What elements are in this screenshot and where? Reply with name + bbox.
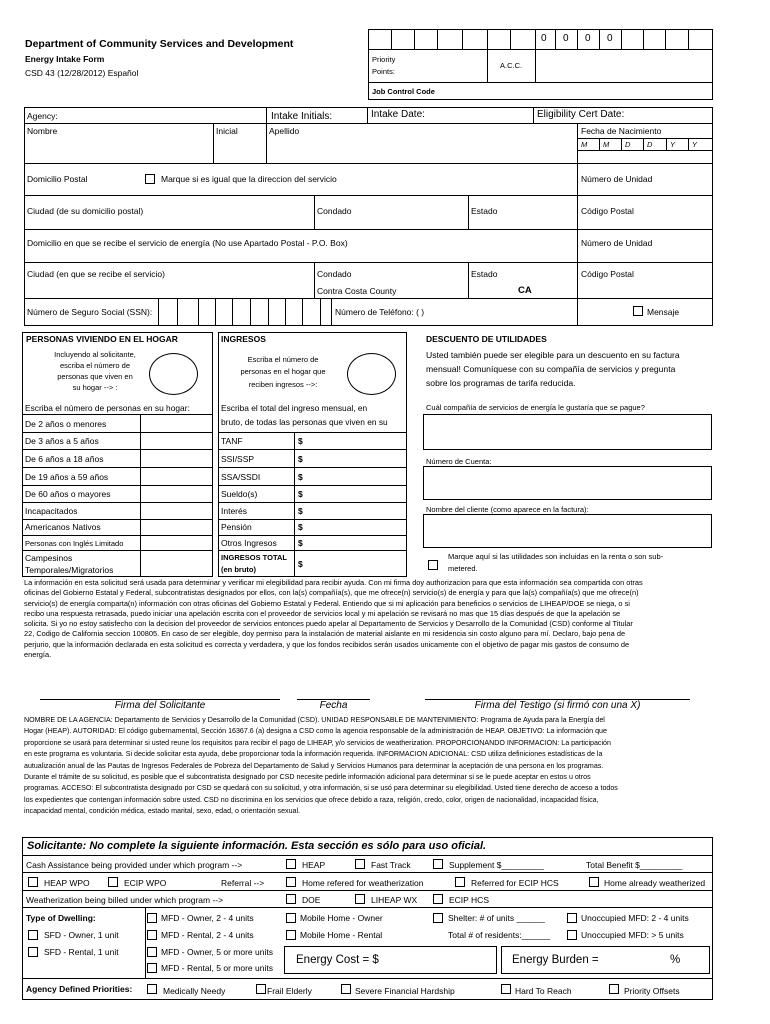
points-label: Points: [372,67,395,76]
notice-line: Hogar (HEAP). AUTORIDAD: El código gubernamental, Sección 16367.6 (a) designa a CSD como la agencia responsable de la administración de HEAP. OBJETIVO: La información que [24,727,607,736]
severe-hardship-checkbox[interactable] [341,984,351,994]
date-d2: D [647,140,653,149]
household-row-label: Personas con Inglés Limitado [25,539,124,548]
dollar-sign: $ [298,454,303,464]
consent-line: servicio(s) de energía comparta(n) información con otras oficinas del Gobierno Estatal y Federal. Entiendo que si mi aplicación para beneficios o servicios de LIHEAP/DOE se niega, o si [24,598,630,608]
income-row-label: SSI/SSP [221,454,255,464]
account-number-field[interactable] [423,466,712,500]
dollar-sign: $ [298,506,303,516]
service-address-label: Domicilio en que se recibe el servicio de energía (No use Apartado Postal - P.O. Box) [27,238,348,248]
household-title: PERSONAS VIVIENDO EN EL HOGAR [26,334,178,344]
customer-name-field[interactable] [423,514,712,548]
submetered-label-1: Marque aquí si las utilidades son incluidas en la renta o son sub- [448,552,664,561]
notice-line: autualización anual de las Pautas de Ingresos Federales de Pobreza del Departamento de Salud y Servicios Humanos para determinar la aceptación de una persona en los programas. [24,761,604,770]
priorities-label: Agency Defined Priorities: [26,984,133,994]
date-m2: M [603,140,610,149]
severe-hardship-label: Severe Financial Hardship [355,986,455,996]
household-inst-1: Incluyendo al solicitante, [54,350,136,359]
unoccupied-5-checkbox[interactable] [567,930,577,940]
dollar-sign: $ [298,489,303,499]
energy-burden-label: Energy Burden = [512,954,599,966]
form-code: CSD 43 (12/28/2012) Español [25,68,139,78]
same-address-label: Marque si es igual que la direccion del servicio [161,174,337,184]
fast-track-label: Fast Track [371,860,411,870]
dwelling-label: Type of Dwelling: [26,913,96,923]
sfd-rental-checkbox[interactable] [28,947,38,957]
heap-wpo-label: HEAP WPO [44,878,90,888]
income-row-label: Sueldo(s) [221,489,258,499]
customer-name-label: Nombre del cliente (como aparece en la factura): [426,505,589,514]
consent-line: perjurio, que la información declarada en esta solicitud es correcta y verdadera, y que los fondos recibidos serán usados unicamente con el objetivo de pagar mis gastos de consumo de [24,639,630,649]
household-row-label: De 60 años o mayores [25,489,111,499]
consent-line: La información en esta solicitud será usada para determinar y verificar mi elegibilidad para recibir ayuda. Con mi firma doy authorizacion para que esta información sea compartida con otras [24,578,643,587]
doe-label: DOE [302,895,321,905]
acc-label: A.C.C. [500,61,523,70]
notice-line: Durante el trámite de su solicitud, es posible que el subcontratista designado por CSD necesite pedirle información adicional para determinar si se le puede aceptar en estos u otros [24,773,591,782]
dollar-sign: $ [298,522,303,532]
mensaje-label: Mensaje [647,307,680,317]
hard-to-reach-label: Hard To Reach [515,986,572,996]
medically-needy-checkbox[interactable] [147,984,157,994]
dollar-sign: $ [298,436,303,446]
weatherization-billed-label: Weatherization being billed under which program --> [26,895,224,905]
income-prompt-1: Escriba el total del ingreso mensual, en [221,403,368,413]
ecip-hcs-label: ECIP HCS [449,895,489,905]
dollar-sign: $ [298,472,303,482]
total-income-label-2: (en bruto) [221,565,256,574]
same-address-checkbox[interactable] [145,174,155,184]
discount-line-1: Usted también puede ser elegible para un descuento en su factura [426,350,680,360]
unoccupied-24-checkbox[interactable] [567,913,577,923]
home-weatherization-label: Home refered for weatherization [302,878,424,888]
condado-label: Condado [317,206,352,216]
dollar-sign: $ [298,559,303,569]
mfd-owner-5-label: MFD - Owner, 5 or more units [161,947,273,957]
submetered-checkbox[interactable] [428,560,438,570]
digit-2: 0 [563,33,569,44]
codigo-postal-label: Código Postal [581,206,634,216]
mfd-owner-5-checkbox[interactable] [147,947,157,957]
date-m1: M [581,140,588,149]
fast-track-checkbox[interactable] [355,859,365,869]
energy-cost-label: Energy Cost = $ [296,954,379,966]
total-benefit-label: Total Benefit $_________ [586,860,683,870]
income-count-circle[interactable] [347,353,396,395]
mh-owner-label: Mobile Home - Owner [300,913,383,923]
domicilio-postal-label: Domicilio Postal [27,174,88,184]
shelter-checkbox[interactable] [433,913,443,923]
income-row-label: TANF [221,436,243,446]
county-value: Contra Costa County [317,286,397,296]
applicant-signature-label: Firma del Solicitante [114,700,206,711]
service-condado-label: Condado [317,269,352,279]
utility-company-label: Cuál compañía de servicios de energía le gustaría que se pague? [426,403,645,412]
mensaje-checkbox[interactable] [633,306,643,316]
service-city-label: Ciudad (en que se recibe el servicio) [27,269,165,279]
referred-ecip-label: Referred for ECIP HCS [471,878,559,888]
total-residents-label: Total # of residents:______ [448,930,551,940]
income-inst-2: personas en el hogar que [240,367,326,376]
estado-label: Estado [471,206,498,216]
supplement-label: Supplement $_________ [449,860,544,870]
ecip-wpo-label: ECIP WPO [124,878,167,888]
consent-line: recibo una respuesta retrasada, puedo iniciar una apelación escrita con el proveedor de servicios local y mi apelación se revisará no mas que 15 días después de que la apelación se [24,608,621,618]
notice-line: incapacidad mental, condición médica, estado marital, sexo, edad, o orientación sexual. [24,807,301,816]
ecip-hcs-checkbox[interactable] [433,894,443,904]
notice-line: los expedientes que contengan información sobre usted. CSD no discrimina en los servicios que ofrece debido a raza, religión, credo, color, origen de nacionalidad, incapacidad física, [24,795,599,804]
dollar-sign: $ [298,538,303,548]
income-title: INGRESOS [221,334,266,344]
digit-4: 0 [607,33,613,44]
discount-line-3: sobre los programas de tarifa reducida. [426,378,576,388]
income-row-label: SSA/SSDI [221,472,261,482]
consent-line: 22, Codigo de California seccion 100805. En caso de ser elegible, doy permiso para la instalación de material aislante en mi residencia sin costo alguno para mí. Declaro, bajo pena de [24,629,626,639]
mh-rental-checkbox[interactable] [286,930,296,940]
submetered-label-2: metered. [448,564,478,573]
total-income-label: INGRESOS TOTAL [221,553,287,562]
inicial-label: Inicial [216,126,238,136]
heap-wpo-checkbox[interactable] [28,877,38,887]
heap-checkbox[interactable] [286,859,296,869]
job-control-label: Job Control Code [372,87,435,96]
already-weatherized-checkbox[interactable] [589,877,599,887]
hard-to-reach-checkbox[interactable] [501,984,511,994]
account-number-label: Número de Cuenta: [426,457,492,466]
household-inst-2: escriba el número de [59,361,131,370]
notice-line: proporcione se usará para determinar si usted reune los requisitos para recibir el pago de LIHEAP, y/o servicios de weatherization. PROPORCIONANDO INFORMACION: La participación [24,738,611,747]
mfd-owner-24-label: MFD - Owner, 2 - 4 units [161,913,254,923]
household-inst-3: personas que viven en [57,372,133,381]
form-title: Energy Intake Form [25,54,105,64]
date-y1: Y [670,140,676,149]
notice-line: programas. ACCESO: El subcontratista designado por CSD se quedará con su solicitud, y otra información, si se usó para determinar su elegibilidad. Usted tiene derecho de acceso a todos [24,784,618,793]
household-row-label: Campesinos [25,553,73,563]
income-row-label: Otros Ingresos [221,538,277,548]
digit-1: 0 [541,33,547,44]
priority-offsets-checkbox[interactable] [609,984,619,994]
mfd-owner-24-checkbox[interactable] [147,913,157,923]
household-row-label: De 2 años o menores [25,419,107,429]
income-prompt-2: bruto, de todas las personas que viven en su [221,417,388,427]
household-row-label: De 19 años a 59 años [25,472,109,482]
ecip-wpo-checkbox[interactable] [108,877,118,887]
mfd-rental-24-label: MFD - Rental, 2 - 4 units [161,930,254,940]
date-d1: D [625,140,631,149]
apellido-label: Apellido [269,126,300,136]
notice-line: en este programa es voluntaria. Si decide solicitar esta ayuda, debe proporcionar toda la información requerida. INFORMACION ADICIONAL: CSD utiliza definiciones estadísticas de la [24,750,603,759]
income-inst-1: Escriba el número de [247,355,319,364]
household-count-circle[interactable] [149,353,198,395]
consent-line: oficinas del Gobierno Estatal y Federal, subcontratistas designados por ellos, con la(s) compañía(s), que me ofrece(n) servicio(s) de energía y para que la(s) compañía(s) que me ofrece(n) [24,588,639,598]
frail-elderly-label: Frail Elderly [267,986,312,996]
official-use-title: Solicitante: No complete la siguiente información. Esta sección es sólo para uso oficial. [27,840,487,852]
household-inst-4: su hogar --> : [72,383,118,392]
medically-needy-label: Medically Needy [163,986,226,996]
unoccupied-5-label: Unoccupied MFD: > 5 units [581,930,684,940]
income-row-label: Interés [221,506,247,516]
home-weatherization-checkbox[interactable] [286,877,296,887]
agency-label: Agency: [27,111,58,121]
consent-line: energía. [24,650,52,660]
discount-title: DESCUENTO DE UTILIDADES [426,334,547,344]
household-prompt: Escriba el número de personas en su hogar: [25,403,190,413]
notice-line: NOMBRE DE LA AGENCIA: Departamento de Servicios y Desarrollo de la Comunidad (CSD). UNIDAD RESPONSABLE DE MANTENIMIENTO: Programa de Ayuda para la Energía del [24,716,605,724]
nombre-label: Nombre [27,126,58,136]
mh-owner-checkbox[interactable] [286,913,296,923]
sfd-owner-checkbox[interactable] [28,930,38,940]
mfd-rental-24-checkbox[interactable] [147,930,157,940]
ssn-label: Número de Seguro Social (SSN): [27,307,153,317]
liheap-wx-checkbox[interactable] [355,894,365,904]
consent-paragraph [24,578,724,678]
household-row-label: De 6 años a 18 años [25,454,104,464]
already-weatherized-label: Home already weatherized [604,878,706,888]
frail-elderly-checkbox[interactable] [256,984,266,994]
unit-number-label: Número de Unidad [581,174,653,184]
sfd-rental-label: SFD - Rental, 1 unit [44,947,119,957]
privacy-notice [24,715,724,818]
mh-rental-label: Mobile Home - Rental [300,930,383,940]
date-signature-label: Fecha [319,700,348,711]
liheap-wx-label: LIHEAP WX [371,895,418,905]
household-row-label: De 3 años a 5 años [25,436,99,446]
eligibility-date-label: Eligibility Cert Date: [537,109,625,120]
doe-checkbox[interactable] [286,894,296,904]
percent-sign: % [670,954,681,966]
sfd-owner-label: SFD - Owner, 1 unit [44,930,119,940]
heap-label: HEAP [302,860,326,870]
intake-date-label: Intake Date: [371,109,425,120]
household-row-label: Incapacitados [25,506,78,516]
department-title: Department of Community Services and Development [25,38,294,50]
mfd-rental-5-label: MFD - Rental, 5 or more units [161,963,273,973]
unoccupied-24-label: Unoccupied MFD: 2 - 4 units [581,913,689,923]
digit-3: 0 [585,33,591,44]
referral-label: Referral --> [221,878,265,888]
priority-label: Priority [372,55,396,64]
service-postal-label: Código Postal [581,269,634,279]
witness-signature-label: Firma del Testigo (si firmó con una X) [474,700,641,711]
income-row-label: Pensión [221,522,252,532]
cash-assistance-label: Cash Assistance being provided under which program --> [26,860,243,870]
intake-initials-label: Intake Initials: [271,111,333,122]
service-estado-label: Estado [471,269,498,279]
service-unit-label: Número de Unidad [581,238,653,248]
shelter-label: Shelter: # of units ______ [448,913,545,923]
household-row-label: Temporales/Migratorios [25,565,114,575]
income-inst-3: reciben ingresos -->: [248,380,318,389]
mfd-rental-5-checkbox[interactable] [147,963,157,973]
ciudad-postal-label: Ciudad (de su domicilio postal) [27,206,144,216]
referred-ecip-checkbox[interactable] [455,877,465,887]
utility-company-field[interactable] [423,414,712,450]
priority-offsets-label: Priority Offsets [624,986,680,996]
supplement-checkbox[interactable] [433,859,443,869]
consent-line: solicita. Si yo no estoy satisfecho con la decision del proveedor de servicios entonces puedo apelar al Departamento de Servicios y Desarrollo de la Comunidad (CSD) conforme al Titular [24,619,633,629]
telefono-label: Número de Teléfono: ( ) [335,307,425,317]
state-value: CA [518,285,532,296]
fecha-nacimiento-label: Fecha de Nacimiento [581,126,662,136]
household-row-label: Americanos Nativos [25,522,101,532]
discount-line-2: mensual! Comuníquese con su compañía de servicios y pregunta [426,364,676,374]
date-y2: Y [692,140,698,149]
